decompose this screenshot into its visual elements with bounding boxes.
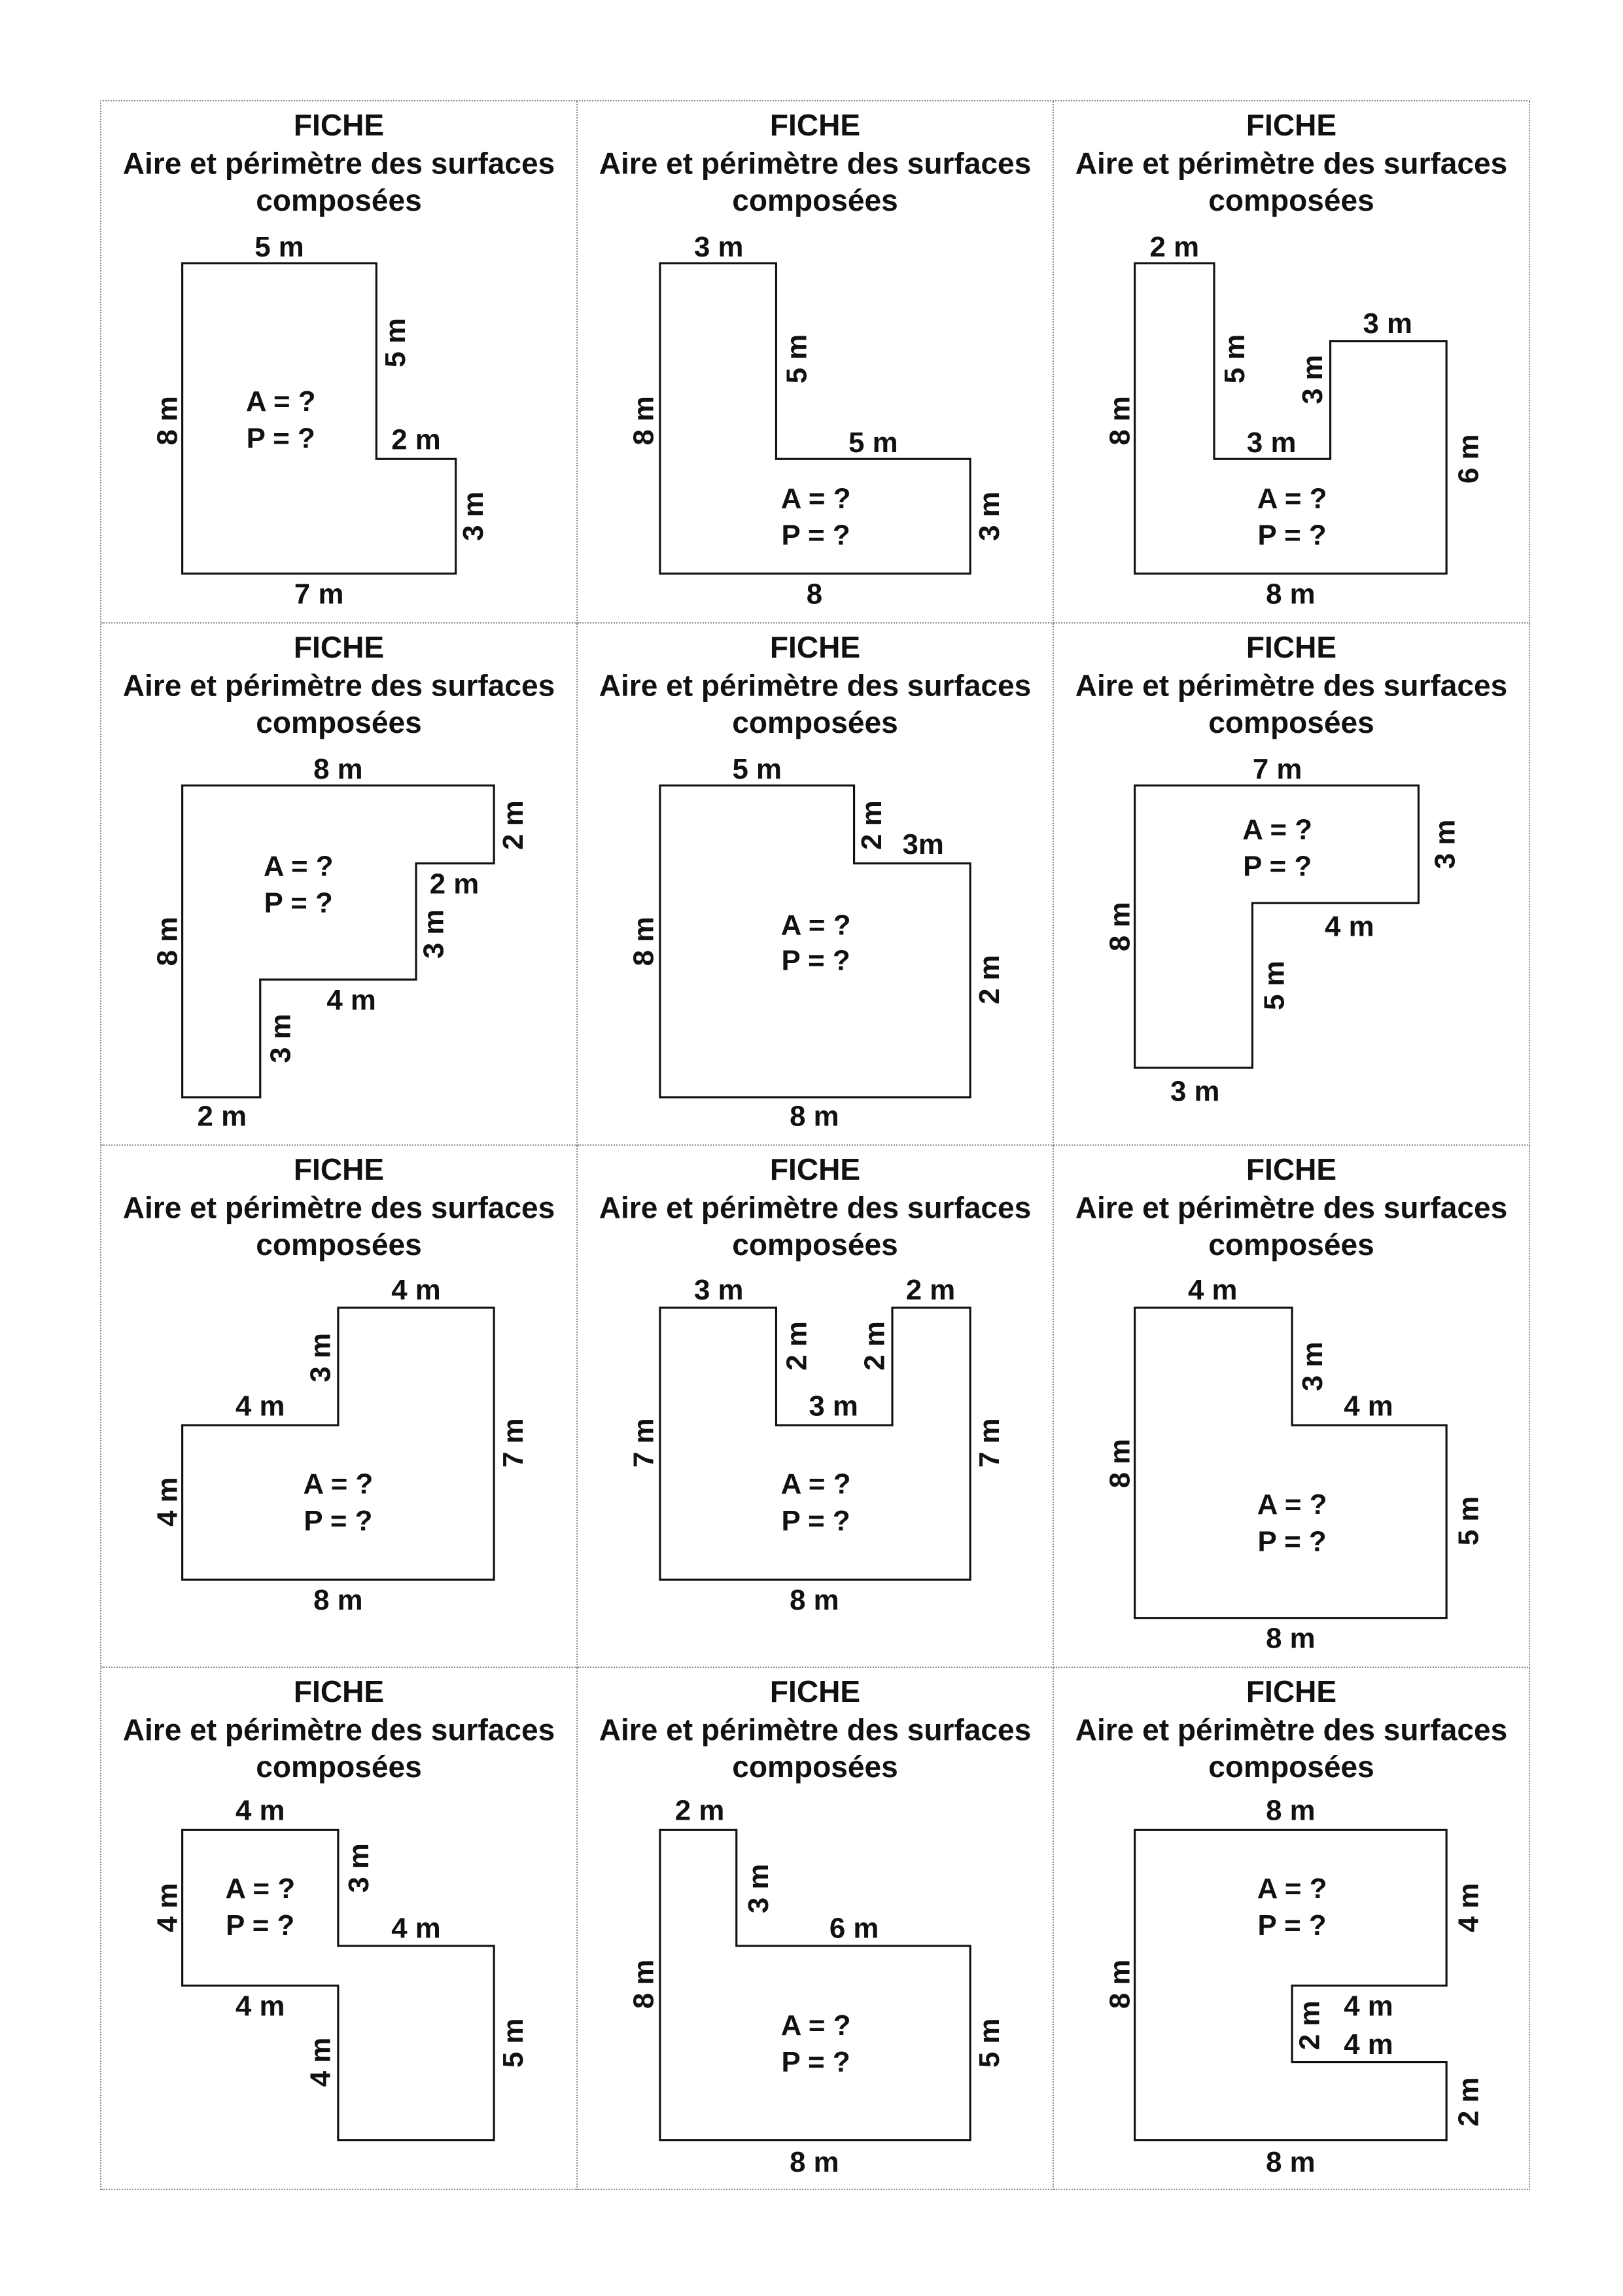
area-prompt: A = ? <box>1257 1872 1327 1905</box>
card-figure <box>578 624 1053 1144</box>
dimension-label: 2 m <box>856 800 888 850</box>
dimension-label: 4 m <box>1187 1273 1238 1306</box>
dimension-label: 4 m <box>1344 1990 1393 2022</box>
dimension-label: 4 m <box>1344 2028 1393 2061</box>
card-figure <box>101 1146 576 1667</box>
card-subtitle-line2: composées <box>732 1227 898 1262</box>
dimension-label: 8 m <box>627 1959 660 2009</box>
perimeter-prompt: P = ? <box>1257 1909 1327 1942</box>
dimension-label: 3 m <box>809 1390 858 1422</box>
dimension-label: 5 m <box>1452 1496 1485 1546</box>
area-prompt: A = ? <box>303 1468 374 1500</box>
dimension-label: 5 m <box>1258 961 1291 1010</box>
worksheet-card <box>578 1146 1054 1668</box>
perimeter-prompt: P = ? <box>264 887 333 919</box>
worksheet-card <box>1054 1146 1530 1668</box>
dimension-label: 2 m <box>1293 2000 1326 2051</box>
dimension-label: 3 m <box>1170 1075 1220 1108</box>
card-subtitle-line1: Aire et périmètre des surfaces <box>122 1712 555 1747</box>
dimension-label: 3 m <box>1297 355 1329 404</box>
dimension-label: 5 m <box>848 427 898 459</box>
dimension-label: 2 m <box>674 1794 725 1827</box>
dimension-label: 3 m <box>1246 427 1297 459</box>
area-prompt: A = ? <box>245 385 316 418</box>
area-prompt: A = ? <box>780 909 851 942</box>
worksheet-card <box>1054 101 1530 624</box>
dimension-label: 3m <box>902 828 944 860</box>
card-subtitle-line2: composées <box>256 705 422 739</box>
dimension-label: 8 m <box>627 916 660 966</box>
dimension-label: 7 m <box>497 1418 529 1468</box>
card-subtitle-line1: Aire et périmètre des surfaces <box>1075 1712 1508 1747</box>
dimension-label: 5 m <box>732 753 782 786</box>
dimension-label: 4 m <box>151 1882 184 1933</box>
dimension-label: 4 m <box>304 2037 337 2087</box>
dimension-label: 4 m <box>391 1273 441 1306</box>
perimeter-prompt: P = ? <box>781 1504 850 1537</box>
card-subtitle-line2: composées <box>1208 183 1374 217</box>
dimension-label: 7 m <box>627 1418 660 1468</box>
card-title: FICHE <box>293 1152 385 1187</box>
dimension-label: 4 m <box>151 1477 184 1527</box>
dimension-label: 2 m <box>858 1321 891 1371</box>
composite-shape <box>660 1829 970 2140</box>
area-prompt: A = ? <box>780 482 851 515</box>
dimension-label: 3 m <box>417 909 450 959</box>
dimension-label: 4 m <box>235 1990 285 2022</box>
card-subtitle-line1: Aire et périmètre des surfaces <box>1075 146 1508 181</box>
dimension-label: 2 m <box>391 423 441 456</box>
card-figure <box>578 1668 1053 2189</box>
card-subtitle-line1: Aire et périmètre des surfaces <box>1075 668 1508 703</box>
worksheet-card <box>1054 1668 1530 2190</box>
dimension-label: 2 m <box>1149 231 1200 264</box>
dimension-label: 4 m <box>391 1912 441 1945</box>
dimension-label: 8 m <box>1266 1622 1316 1655</box>
card-subtitle-line2: composées <box>732 705 898 739</box>
dimension-label: 3 m <box>304 1333 337 1383</box>
dimension-label: 6 m <box>829 1912 879 1945</box>
worksheet-card <box>101 101 578 624</box>
card-subtitle-line1: Aire et périmètre des surfaces <box>122 1190 555 1225</box>
card-figure <box>1054 624 1529 1144</box>
perimeter-prompt: P = ? <box>781 944 850 977</box>
dimension-label: 3 m <box>694 231 744 264</box>
dimension-label: 8 m <box>1104 396 1136 446</box>
dimension-label: 8 m <box>1104 1959 1136 2009</box>
area-prompt: A = ? <box>1242 813 1313 846</box>
dimension-label: 3 m <box>342 1843 375 1893</box>
area-prompt: A = ? <box>780 1468 851 1500</box>
dimension-label: 8 m <box>313 753 363 786</box>
dimension-label: 4 m <box>1344 1390 1393 1422</box>
perimeter-prompt: P = ? <box>781 2046 850 2079</box>
dimension-label: 2 m <box>973 955 1005 1004</box>
dimension-label: 8 m <box>1266 578 1316 610</box>
dimension-label: 3 m <box>457 491 490 541</box>
card-subtitle-line2: composées <box>256 1227 422 1262</box>
dimension-label: 2 m <box>780 1321 813 1371</box>
dimension-label: 8 m <box>1104 902 1136 951</box>
worksheet-card <box>1054 624 1530 1146</box>
dimension-label: 8 m <box>790 2146 839 2178</box>
dimension-label: 7 m <box>973 1418 1005 1468</box>
dimension-label: 8 m <box>1104 1438 1136 1489</box>
worksheet-card <box>101 1668 578 2190</box>
card-title: FICHE <box>769 108 861 143</box>
dimension-label: 6 m <box>1452 434 1485 484</box>
composite-shape <box>183 1307 495 1580</box>
card-figure <box>578 101 1053 622</box>
dimension-label: 8 <box>806 578 823 610</box>
dimension-label: 3 m <box>694 1273 744 1306</box>
card-title: FICHE <box>293 630 385 665</box>
composite-shape <box>183 263 456 573</box>
dimension-label: 3 m <box>973 491 1005 541</box>
card-subtitle-line2: composées <box>256 1749 422 1784</box>
dimension-label: 5 m <box>379 318 412 368</box>
perimeter-prompt: P = ? <box>1257 519 1327 552</box>
card-subtitle-line2: composées <box>1208 705 1374 739</box>
dimension-label: 4 m <box>235 1794 285 1827</box>
card-figure <box>578 1146 1053 1667</box>
card-figure <box>101 1668 576 2189</box>
dimension-label: 8 m <box>313 1584 363 1617</box>
card-subtitle-line2: composées <box>256 183 422 217</box>
dimension-label: 8 m <box>627 396 660 446</box>
card-subtitle-line1: Aire et périmètre des surfaces <box>122 146 555 181</box>
perimeter-prompt: P = ? <box>781 519 850 552</box>
worksheet-card <box>578 101 1054 624</box>
perimeter-prompt: P = ? <box>1257 1525 1327 1558</box>
worksheet-grid <box>100 100 1530 2190</box>
dimension-label: 2 m <box>197 1100 247 1133</box>
worksheet-card <box>578 624 1054 1146</box>
card-subtitle-line1: Aire et périmètre des surfaces <box>599 146 1032 181</box>
worksheet-card <box>101 624 578 1146</box>
dimension-label: 2 m <box>497 800 529 850</box>
area-prompt: A = ? <box>1257 482 1327 515</box>
dimension-label: 5 m <box>973 2018 1005 2068</box>
dimension-label: 3 m <box>264 1014 297 1063</box>
card-title: FICHE <box>769 1674 861 1709</box>
card-title: FICHE <box>769 630 861 665</box>
card-figure <box>1054 1668 1529 2189</box>
dimension-label: 5 m <box>1218 334 1251 384</box>
dimension-label: 8 m <box>151 916 184 966</box>
perimeter-prompt: P = ? <box>246 422 315 455</box>
card-figure <box>1054 101 1529 622</box>
dimension-label: 5 m <box>254 231 304 264</box>
dimension-label: 3 m <box>742 1863 775 1914</box>
card-subtitle-line2: composées <box>732 183 898 217</box>
card-title: FICHE <box>1246 1152 1337 1187</box>
dimension-label: 4 m <box>235 1390 285 1422</box>
dimension-label: 4 m <box>1452 1882 1485 1933</box>
card-subtitle-line2: composées <box>1208 1749 1374 1784</box>
card-subtitle-line2: composées <box>1208 1227 1374 1262</box>
dimension-label: 5 m <box>780 334 813 384</box>
worksheet-card <box>578 1668 1054 2190</box>
dimension-label: 7 m <box>1252 753 1302 786</box>
area-prompt: A = ? <box>263 850 334 883</box>
area-prompt: A = ? <box>225 1872 296 1905</box>
dimension-label: 5 m <box>497 2018 529 2068</box>
card-subtitle-line1: Aire et périmètre des surfaces <box>599 668 1032 703</box>
card-title: FICHE <box>1246 630 1337 665</box>
perimeter-prompt: P = ? <box>226 1909 295 1942</box>
area-prompt: A = ? <box>780 2009 851 2041</box>
card-title: FICHE <box>1246 1674 1337 1709</box>
composite-shape <box>660 1307 970 1580</box>
dimension-label: 4 m <box>1325 910 1374 943</box>
dimension-label: 2 m <box>905 1273 956 1306</box>
worksheet-card <box>101 1146 578 1668</box>
card-subtitle-line1: Aire et périmètre des surfaces <box>1075 1190 1508 1225</box>
dimension-label: 3 m <box>1363 308 1412 340</box>
card-title: FICHE <box>293 1674 385 1709</box>
card-subtitle-line1: Aire et périmètre des surfaces <box>599 1190 1032 1225</box>
card-title: FICHE <box>1246 108 1337 143</box>
dimension-label: 8 m <box>790 1584 839 1617</box>
card-subtitle-line2: composées <box>732 1749 898 1784</box>
dimension-label: 2 m <box>1452 2077 1485 2127</box>
dimension-label: 2 m <box>429 868 480 900</box>
card-figure <box>1054 1146 1529 1667</box>
card-figure <box>101 624 576 1144</box>
card-subtitle-line1: Aire et périmètre des surfaces <box>599 1712 1032 1747</box>
composite-shape <box>1135 1307 1447 1617</box>
dimension-label: 8 m <box>1266 1794 1316 1827</box>
perimeter-prompt: P = ? <box>304 1504 373 1537</box>
dimension-label: 3 m <box>1429 819 1461 870</box>
card-title: FICHE <box>769 1152 861 1187</box>
perimeter-prompt: P = ? <box>1243 850 1312 883</box>
card-title: FICHE <box>293 108 385 143</box>
dimension-label: 8 m <box>151 396 184 446</box>
dimension-label: 7 m <box>294 578 344 610</box>
card-figure <box>101 101 576 622</box>
dimension-label: 3 m <box>1297 1341 1329 1392</box>
card-subtitle-line1: Aire et périmètre des surfaces <box>122 668 555 703</box>
dimension-label: 8 m <box>1266 2146 1316 2178</box>
dimension-label: 4 m <box>326 984 376 1017</box>
dimension-label: 8 m <box>790 1100 839 1133</box>
area-prompt: A = ? <box>1257 1489 1327 1521</box>
